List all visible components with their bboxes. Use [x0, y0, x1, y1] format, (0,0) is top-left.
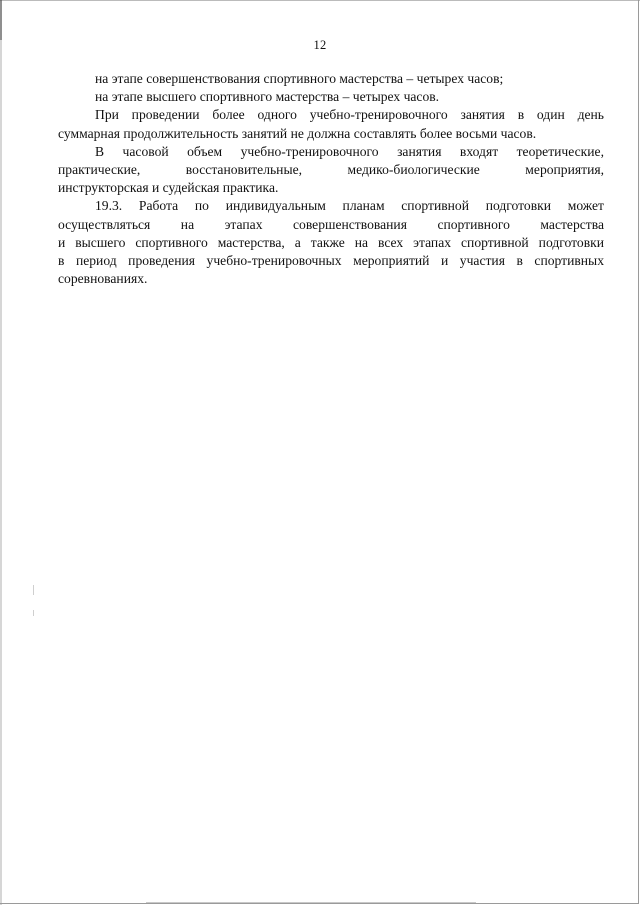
- text-line-11: в период проведения учебно-тренировочных мероприятий и участия в спортивных: [58, 253, 604, 269]
- scan-artifact-mark: [33, 585, 34, 595]
- text-line-3: При проведении более одного учебно-тренировочного занятия в один день: [95, 107, 604, 123]
- text-line-12: соревнованиях.: [58, 271, 148, 287]
- text-line-9: осуществляться на этапах совершенствования спортивного мастерства: [58, 216, 604, 232]
- document-body: [58, 70, 604, 288]
- text-line-2: на этапе высшего спортивного мастерства – четырех часов.: [95, 89, 440, 105]
- scan-artifact-mark: [33, 610, 34, 616]
- text-line-4: суммарная продолжительность занятий не должна составлять более восьми часов.: [58, 125, 537, 141]
- scan-left-edge: [0, 0, 2, 905]
- text-line-8: 19.3. Работа по индивидуальным планам спортивной подготовки может: [95, 198, 604, 214]
- scan-top-edge: [0, 0, 640, 1]
- text-line-6: практические, восстановительные, медико-биологические мероприятия,: [58, 162, 604, 178]
- text-line-10: и высшего спортивного мастерства, а также на всех этапах спортивной подготовки: [58, 234, 604, 250]
- text-line-1: на этапе совершенствования спортивного мастерства – четырех часов;: [95, 71, 504, 86]
- text-line-5: В часовой объем учебно-тренировочного занятия входят теоретические,: [95, 143, 604, 159]
- text-line-7: инструкторская и судейская практика.: [58, 180, 279, 196]
- scan-bottom-line: [146, 902, 476, 903]
- page-number: 12: [313, 38, 327, 52]
